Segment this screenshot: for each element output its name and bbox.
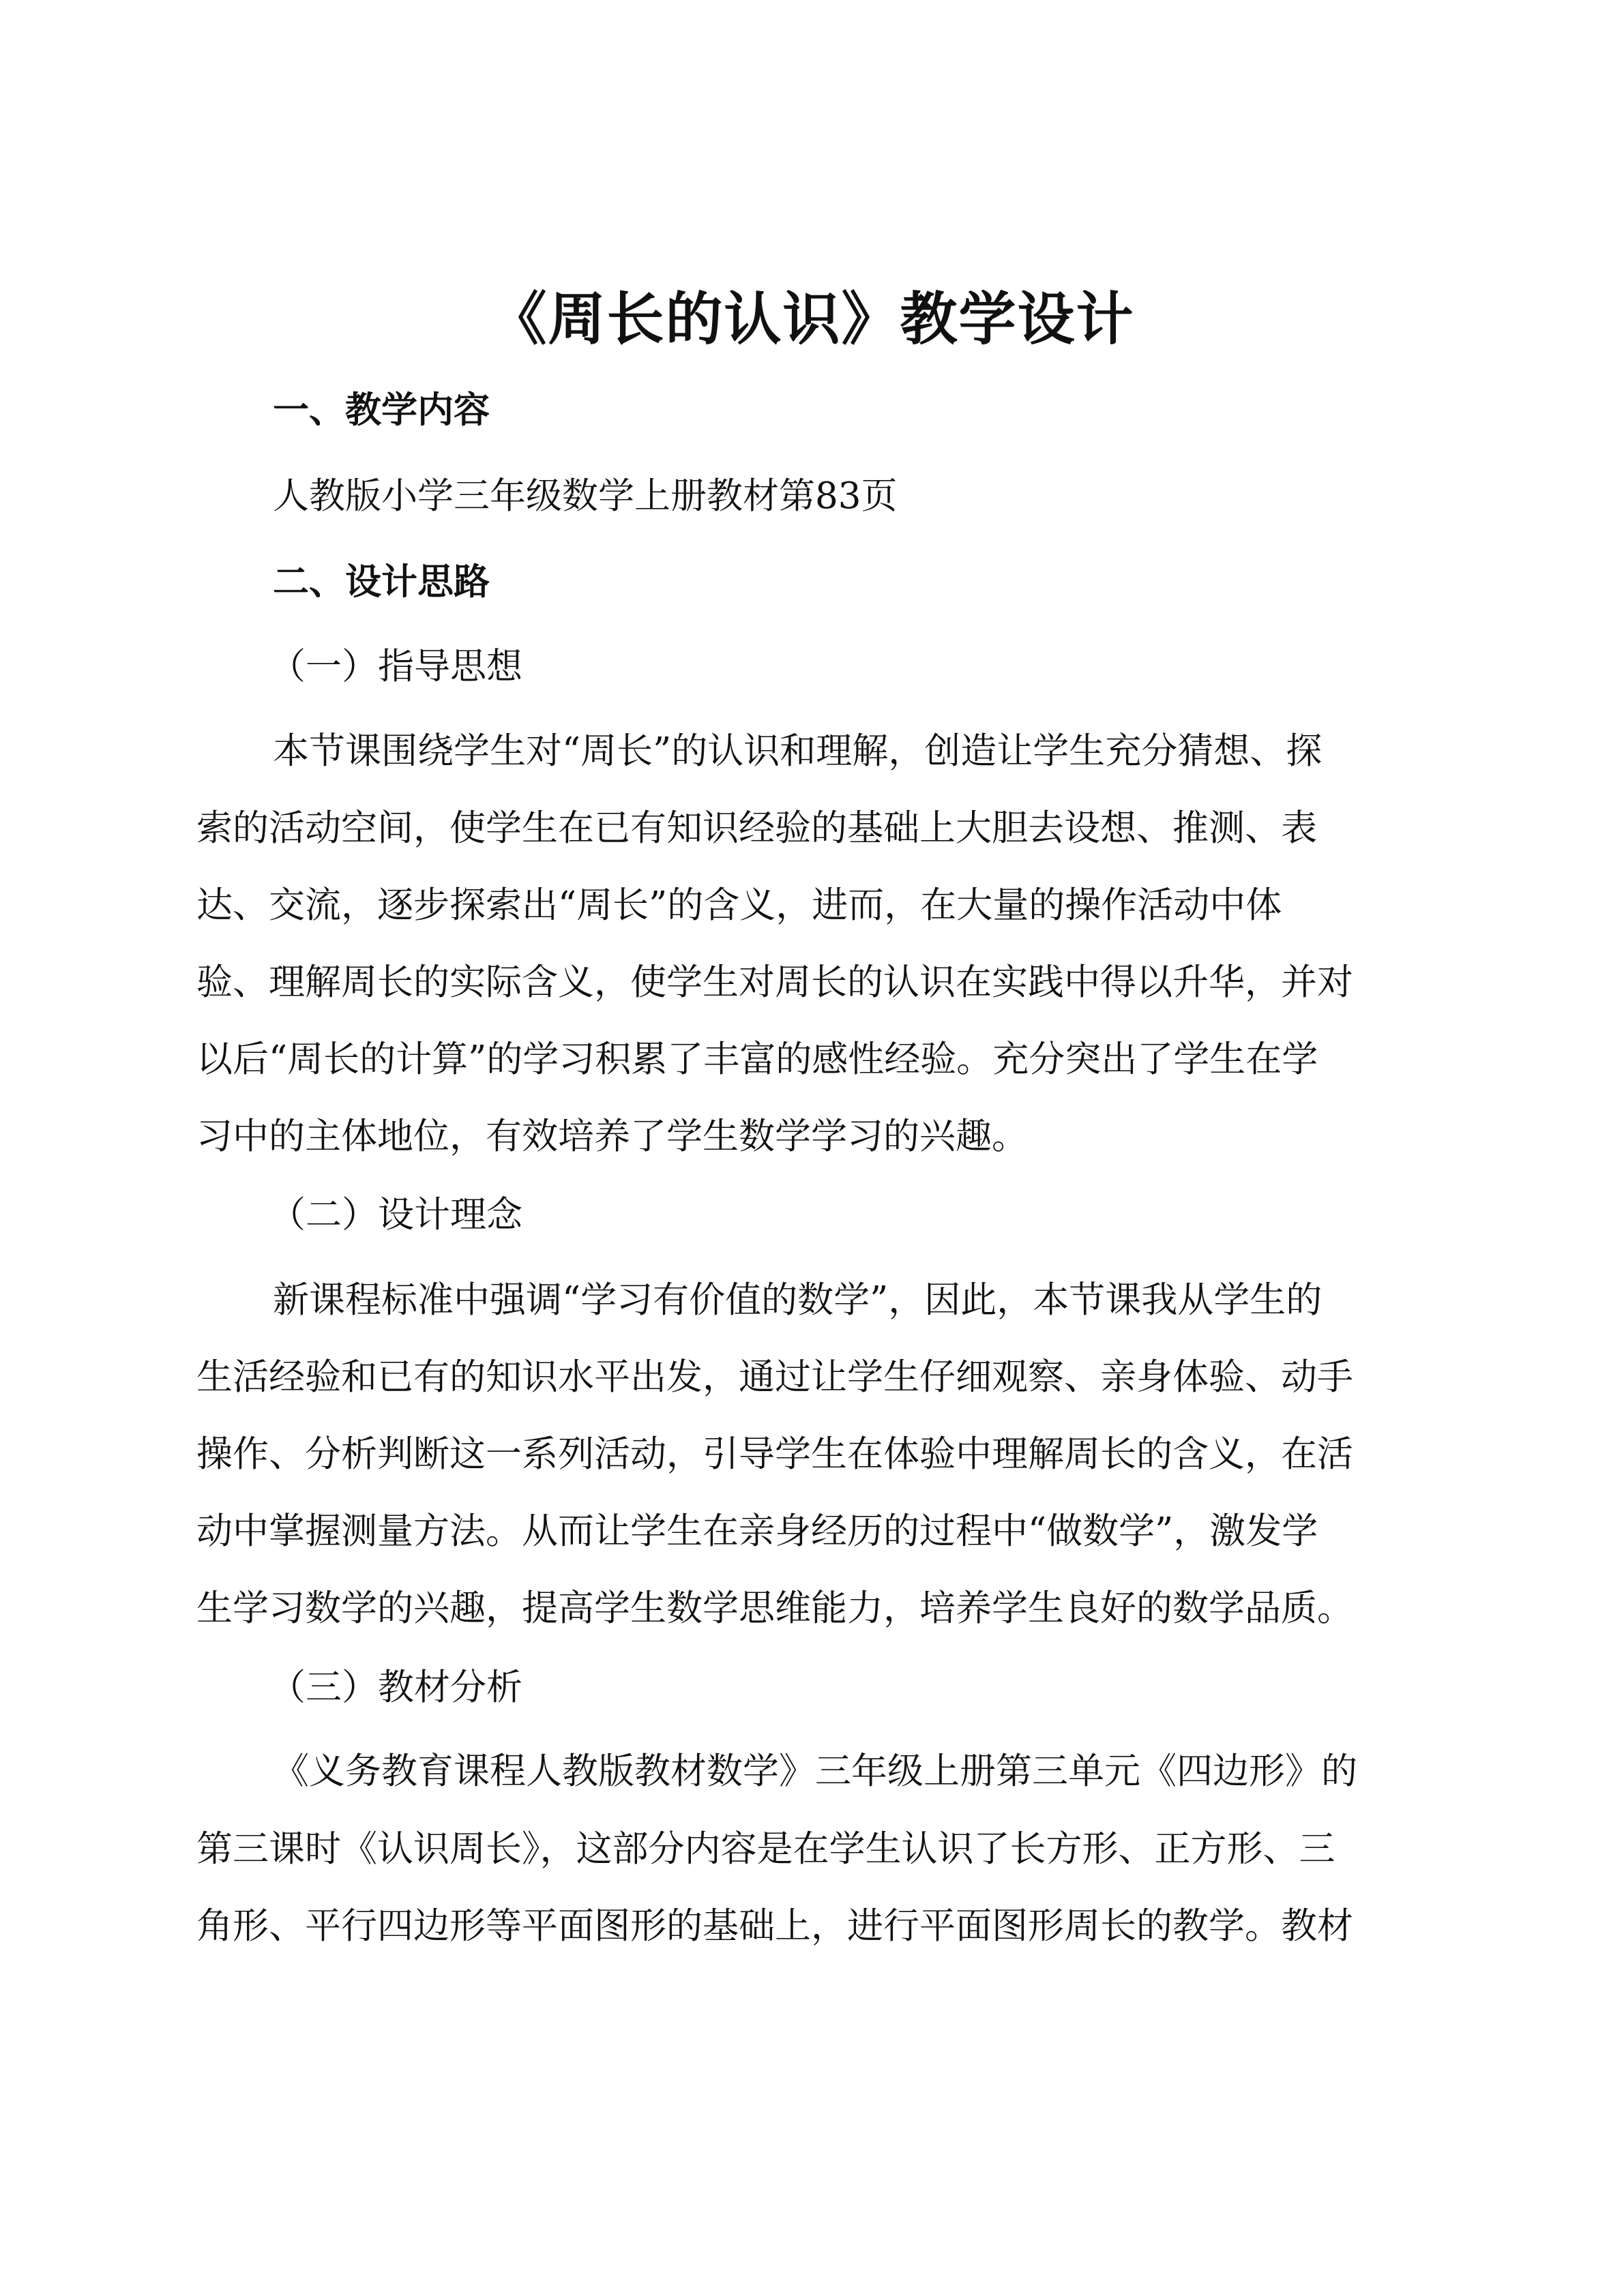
section-heading-teaching-content: 一、教学内容 — [273, 389, 490, 431]
section-text-teaching-content: 人教版小学三年级数学上册教材第83页 — [273, 475, 898, 517]
paragraph-line: 本节课围绕学生对“周长”的认识和理解，创造让学生充分猜想、探 — [273, 730, 1323, 772]
paragraph-line: 第三课时《认识周长》，这部分内容是在学生认识了长方形、正方形、三 — [196, 1828, 1335, 1870]
paragraph-line: 验、理解周长的实际含义，使学生对周长的认识在实践中得以升华，并对 — [196, 961, 1353, 1003]
subheading-textbook-analysis: （三）教材分析 — [269, 1667, 522, 1708]
paragraph-line: 动中掌握测量方法。从而让学生在亲身经历的过程中“做数学”，激发学 — [196, 1510, 1318, 1552]
paragraph-line: 索的活动空间，使学生在已有知识经验的基础上大胆去设想、推测、表 — [196, 807, 1317, 849]
paragraph-line: 新课程标准中强调“学习有价值的数学”，因此，本节课我从学生的 — [273, 1279, 1323, 1321]
paragraph-line: 《义务教育课程人教版教材数学》三年级上册第三单元《四边形》的 — [273, 1750, 1357, 1792]
paragraph-line: 以后“周长的计算”的学习积累了丰富的感性经验。充分突出了学生在学 — [196, 1039, 1318, 1080]
subheading-design-concept: （二）设计理念 — [269, 1194, 522, 1236]
paragraph-line: 生活经验和已有的知识水平出发，通过让学生仔细观察、亲身体验、动手 — [196, 1356, 1353, 1398]
paragraph-line: 操作、分析判断这一系列活动，引导学生在体验中理解周长的含义，在活 — [196, 1433, 1353, 1475]
paragraph-line: 生学习数学的兴趣，提高学生数学思维能力，培养学生良好的数学品质。 — [196, 1587, 1353, 1629]
document-title: 《周长的认识》教学设计 — [489, 285, 1135, 353]
paragraph-line: 角形、平行四边形等平面图形的基础上，进行平面图形周长的教学。教材 — [196, 1905, 1353, 1947]
paragraph-line: 习中的主体地位，有效培养了学生数学学习的兴趣。 — [196, 1116, 1028, 1157]
section-heading-design-ideas: 二、设计思路 — [273, 561, 490, 603]
paragraph-line: 达、交流，逐步探索出“周长”的含义，进而，在大量的操作活动中体 — [196, 884, 1282, 926]
subheading-guiding-thought: （一）指导思想 — [269, 646, 522, 687]
